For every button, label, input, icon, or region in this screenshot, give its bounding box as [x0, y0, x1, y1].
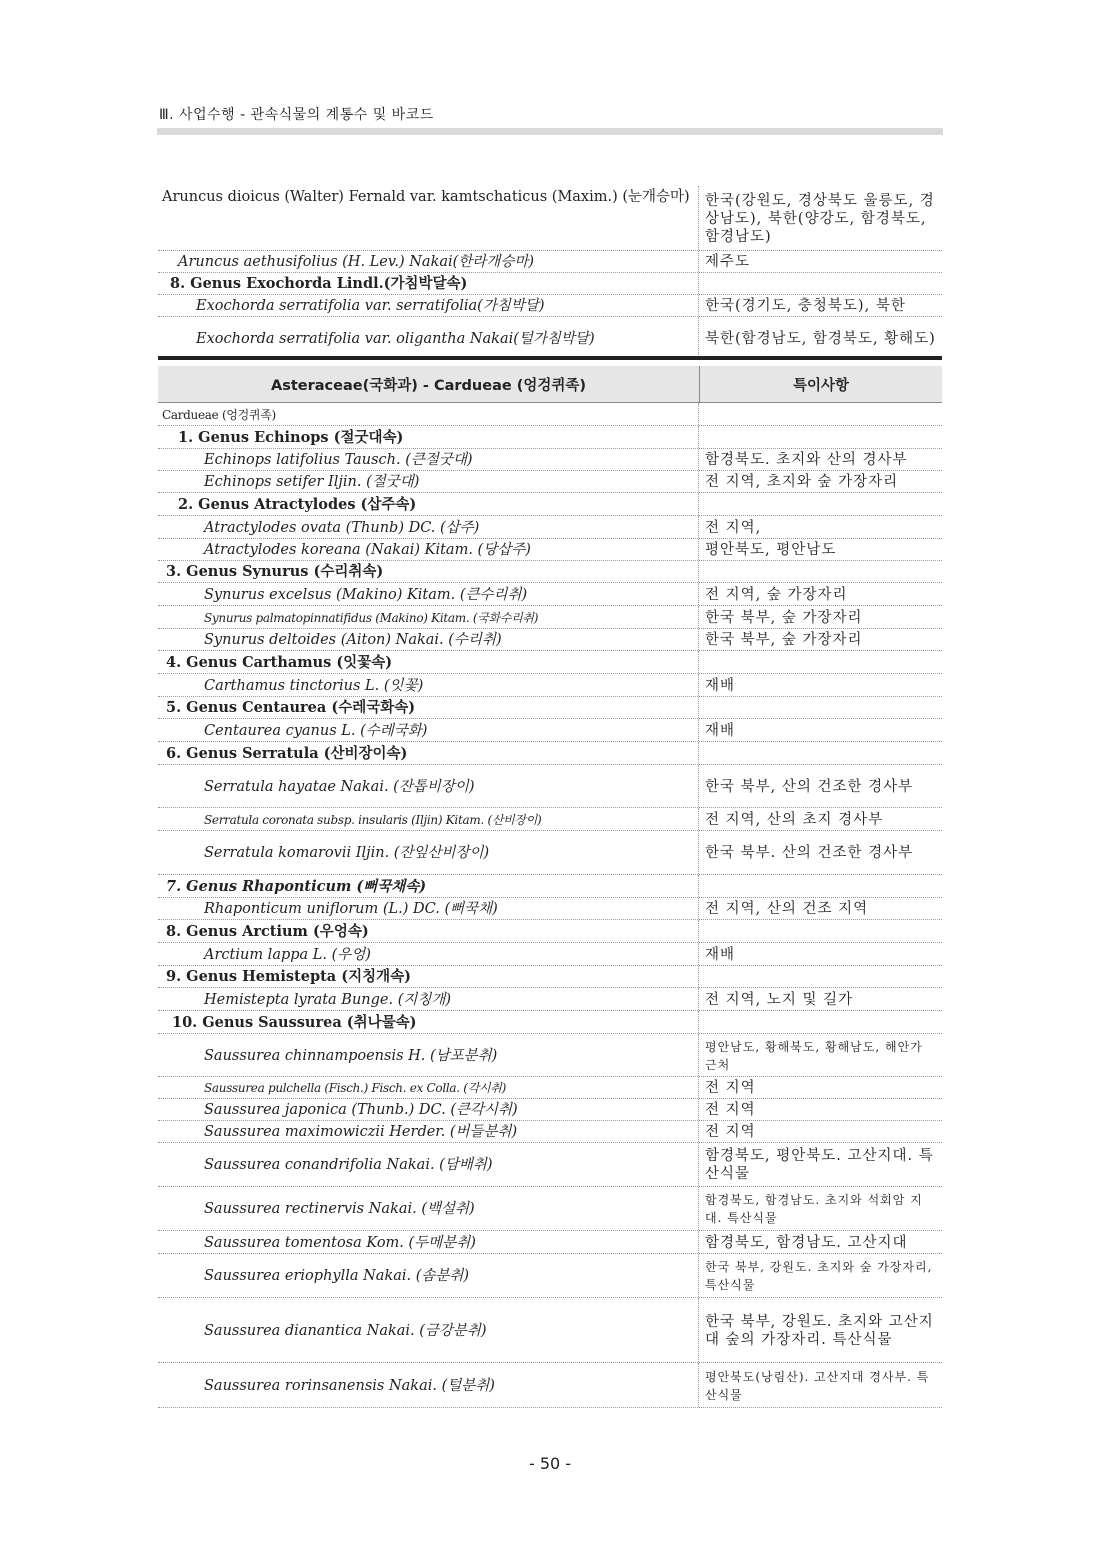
- taxon-name: Saussurea conandrifolia Nakai. (담배취): [158, 1143, 699, 1186]
- taxon-note: 한국(강원도, 경상북도 울릉도, 경상남도), 북한(양강도, 함경북도, 함경남도): [705, 192, 935, 245]
- header-rule: [157, 128, 943, 135]
- taxon-note: 함경북도, 함경남도. 고산지대: [705, 1234, 908, 1251]
- table-row: [158, 742, 942, 765]
- table-row: [158, 1011, 942, 1034]
- table-row: [158, 606, 942, 629]
- taxon-note: 재배: [705, 677, 736, 694]
- taxon-note: 함경북도, 평안북도. 고산지대. 특산식물: [705, 1148, 934, 1182]
- taxon-note: 전 지역: [705, 1080, 756, 1096]
- taxon-note: 전 지역, 산의 초지 경사부: [705, 811, 884, 828]
- table-row: [158, 186, 942, 251]
- table-row: [158, 516, 942, 539]
- table-row: [158, 1298, 942, 1363]
- taxon-note: 한국 북부, 강원도. 초지와 고산지대 숲의 가장자리. 특산식물: [705, 1313, 934, 1348]
- taxon-name: Carthamus tinctorius L. (잇꽃): [158, 674, 699, 696]
- taxon-note: 재배: [705, 722, 736, 739]
- taxon-note: [699, 426, 942, 448]
- table-row: [158, 651, 942, 674]
- taxon-note: 재배: [705, 946, 736, 963]
- column-header-notes: 특이사항: [792, 377, 850, 394]
- taxon-note: 평안북도, 평안남도: [705, 542, 837, 558]
- taxon-name: Arctium lappa L. (우엉): [158, 943, 699, 965]
- taxon-name: Exochorda serratifolia var. serratifolia(가침박달): [158, 295, 699, 316]
- table-row: [158, 561, 942, 583]
- taxon-note: 전 지역, 산의 건조 지역: [705, 901, 869, 917]
- taxon-note: 한국 북부, 산의 건조한 경사부: [705, 778, 914, 795]
- taxon-note: 전 지역, 노지 및 길가: [705, 991, 854, 1008]
- taxon-note: 전 지역, 숲 가장자리: [705, 586, 848, 603]
- continuation-table: [158, 186, 942, 359]
- taxon-name: Synurus deltoides (Aiton) Nakai. (수리취): [158, 629, 699, 650]
- taxon-name: Aruncus dioicus (Walter) Fernald var. kamtschaticus (Maxim.) (눈개승마): [158, 186, 699, 250]
- table-row: [158, 1121, 942, 1143]
- tribe-heading: Cardueae (엉겅퀴족): [158, 403, 699, 425]
- table-row: [158, 1187, 942, 1231]
- taxon-note: 제주도: [705, 254, 751, 270]
- taxon-name: Hemistepta lyrata Bunge. (지칭개): [158, 988, 699, 1010]
- taxon-note: [699, 875, 942, 897]
- taxon-name: Saussurea tomentosa Kom. (두메분취): [158, 1231, 699, 1253]
- taxon-name: Serratula hayatae Nakai. (잔톱비장이): [158, 765, 699, 807]
- taxon-name: Synurus excelsus (Makino) Kitam. (큰수리취): [158, 583, 699, 605]
- taxon-note: 전 지역, 초지와 숲 가장자리: [705, 474, 899, 490]
- table-row: [158, 697, 942, 719]
- taxon-name: Atractylodes ovata (Thunb) DC. (삽주): [158, 516, 699, 538]
- taxon-name: Saussurea rorinsanensis Nakai. (털분취): [158, 1363, 699, 1407]
- taxon-note: 한국 북부, 강원도. 초지와 숲 가장자리, 특산식물: [705, 1260, 933, 1292]
- table-row: [158, 1099, 942, 1121]
- taxon-note: 전 지역: [705, 1102, 756, 1118]
- taxon-note: 한국(경기도, 충청북도), 북한: [705, 298, 906, 314]
- taxon-note: 전 지역,: [705, 519, 762, 536]
- table-row: [158, 539, 942, 561]
- taxon-note: [699, 493, 942, 515]
- genus-heading: 10. Genus Saussurea (취나물속): [158, 1011, 699, 1033]
- genus-heading: 6. Genus Serratula (산비장이속): [158, 742, 699, 764]
- genus-heading: 8. Genus Exochorda Lindl.(가침박달속): [158, 273, 699, 294]
- taxon-note: [699, 651, 942, 673]
- taxon-note: 평안북도(낭림산). 고산지대 경사부. 특산식물: [705, 1369, 930, 1402]
- taxon-name: Rhaponticum uniflorum (L.) DC. (뻐꾹채): [158, 898, 699, 919]
- table-row: [158, 1231, 942, 1254]
- taxon-note: 평안남도, 황해북도, 황해남도, 해안가 근처: [705, 1039, 923, 1072]
- taxon-name: Exochorda serratifolia var. oligantha Nakai(털가침박달): [158, 317, 699, 359]
- taxon-name: Serratula coronata subsp. insularis (Iljin) Kitam. (산비장이): [158, 808, 699, 830]
- table-row: [158, 1143, 942, 1187]
- table-row: [158, 403, 942, 426]
- table-row: [158, 317, 942, 359]
- taxon-note: [699, 273, 942, 294]
- taxon-note: [699, 403, 942, 425]
- table-row: [158, 920, 942, 943]
- taxon-name: Saussurea chinnampoensis H. (남포분취): [158, 1034, 699, 1076]
- table-row: [158, 251, 942, 273]
- genus-heading: 7. Genus Rhaponticum (뻐꾹채속): [158, 875, 699, 897]
- table-row: [158, 988, 942, 1011]
- cardueae-table: [158, 403, 942, 1408]
- table-row: [158, 831, 942, 875]
- taxon-name: Atractylodes koreana (Nakai) Kitam. (당삽주): [158, 539, 699, 560]
- table-row: [158, 1254, 942, 1298]
- table-row: [158, 629, 942, 651]
- taxon-note: [699, 966, 942, 987]
- taxon-name: Saussurea eriophylla Nakai. (솜분취): [158, 1254, 699, 1297]
- taxon-note: [699, 1011, 942, 1033]
- taxon-note: [699, 742, 942, 764]
- taxon-name: Serratula komarovii Iljin. (잔잎산비장이): [158, 831, 699, 874]
- table-row: [158, 449, 942, 471]
- taxon-name: Saussurea pulchella (Fisch.) Fisch. ex Colla. (각시취): [158, 1077, 699, 1098]
- table-row: [158, 674, 942, 697]
- taxon-note: 한국 북부, 숲 가장자리: [705, 609, 863, 626]
- taxon-name: Saussurea japonica (Thunb.) DC. (큰각시취): [158, 1099, 699, 1120]
- table-row: [158, 898, 942, 920]
- taxon-note: 함경북도, 함경남도. 초지와 석회암 지대. 특산식물: [705, 1193, 923, 1225]
- table-divider: [158, 356, 942, 360]
- genus-heading: 9. Genus Hemistepta (지칭개속): [158, 966, 699, 987]
- table-row: [158, 295, 942, 317]
- table-row: [158, 1363, 942, 1408]
- table-row: [158, 1077, 942, 1099]
- taxon-name: Saussurea dianantica Nakai. (금강분취): [158, 1298, 699, 1362]
- table-row: [158, 1034, 942, 1077]
- genus-heading: 1. Genus Echinops (절굿대속): [158, 426, 699, 448]
- taxon-name: Echinops latifolius Tausch. (큰절굿대): [158, 449, 699, 470]
- taxon-note: [699, 920, 942, 942]
- taxon-name: Saussurea rectinervis Nakai. (백설취): [158, 1187, 699, 1230]
- page-number: - 50 -: [528, 1454, 572, 1473]
- table-row: [158, 719, 942, 742]
- taxon-name: Aruncus aethusifolius (H. Lev.) Nakai(한라개승마): [158, 251, 699, 272]
- table-row: [158, 583, 942, 606]
- taxon-note: 전 지역: [705, 1124, 756, 1140]
- taxon-note: [699, 697, 942, 718]
- genus-heading: 2. Genus Atractylodes (삽주속): [158, 493, 699, 515]
- table-row: [158, 808, 942, 831]
- table-row: [158, 765, 942, 808]
- taxon-name: Centaurea cyanus L. (수레국화): [158, 719, 699, 741]
- table-row: [158, 426, 942, 449]
- table-header: [158, 366, 942, 403]
- table-row: [158, 966, 942, 988]
- table-row: [158, 943, 942, 966]
- taxon-name: Echinops setifer Iljin. (절굿대): [158, 471, 699, 492]
- taxon-name: Saussurea maximowiczii Herder. (버들분취): [158, 1121, 699, 1142]
- table-row: [158, 875, 942, 898]
- taxon-name: Synurus palmatopinnatifidus (Makino) Kitam. (국화수리취): [158, 606, 699, 628]
- taxon-note: 한국 북부, 숲 가장자리: [705, 632, 863, 648]
- taxon-note: 한국 북부. 산의 건조한 경사부: [705, 845, 914, 861]
- genus-heading: 3. Genus Synurus (수리취속): [158, 561, 699, 582]
- running-header: Ⅲ. 사업수행 - 관속식물의 계통수 및 바코드: [159, 107, 434, 123]
- table-row: [158, 493, 942, 516]
- table-row: [158, 471, 942, 493]
- genus-heading: 5. Genus Centaurea (수레국화속): [158, 697, 699, 718]
- table-row: [158, 273, 942, 295]
- taxon-note: 함경북도. 초지와 산의 경사부: [705, 452, 908, 468]
- column-header-taxon: Asteraceae(국화과) - Cardueae (엉겅퀴족): [158, 366, 700, 402]
- genus-heading: 8. Genus Arctium (우엉속): [158, 920, 699, 942]
- taxon-note: 북한(함경남도, 함경북도, 황해도): [705, 330, 936, 347]
- taxon-note: [699, 561, 942, 582]
- genus-heading: 4. Genus Carthamus (잇꽃속): [158, 651, 699, 673]
